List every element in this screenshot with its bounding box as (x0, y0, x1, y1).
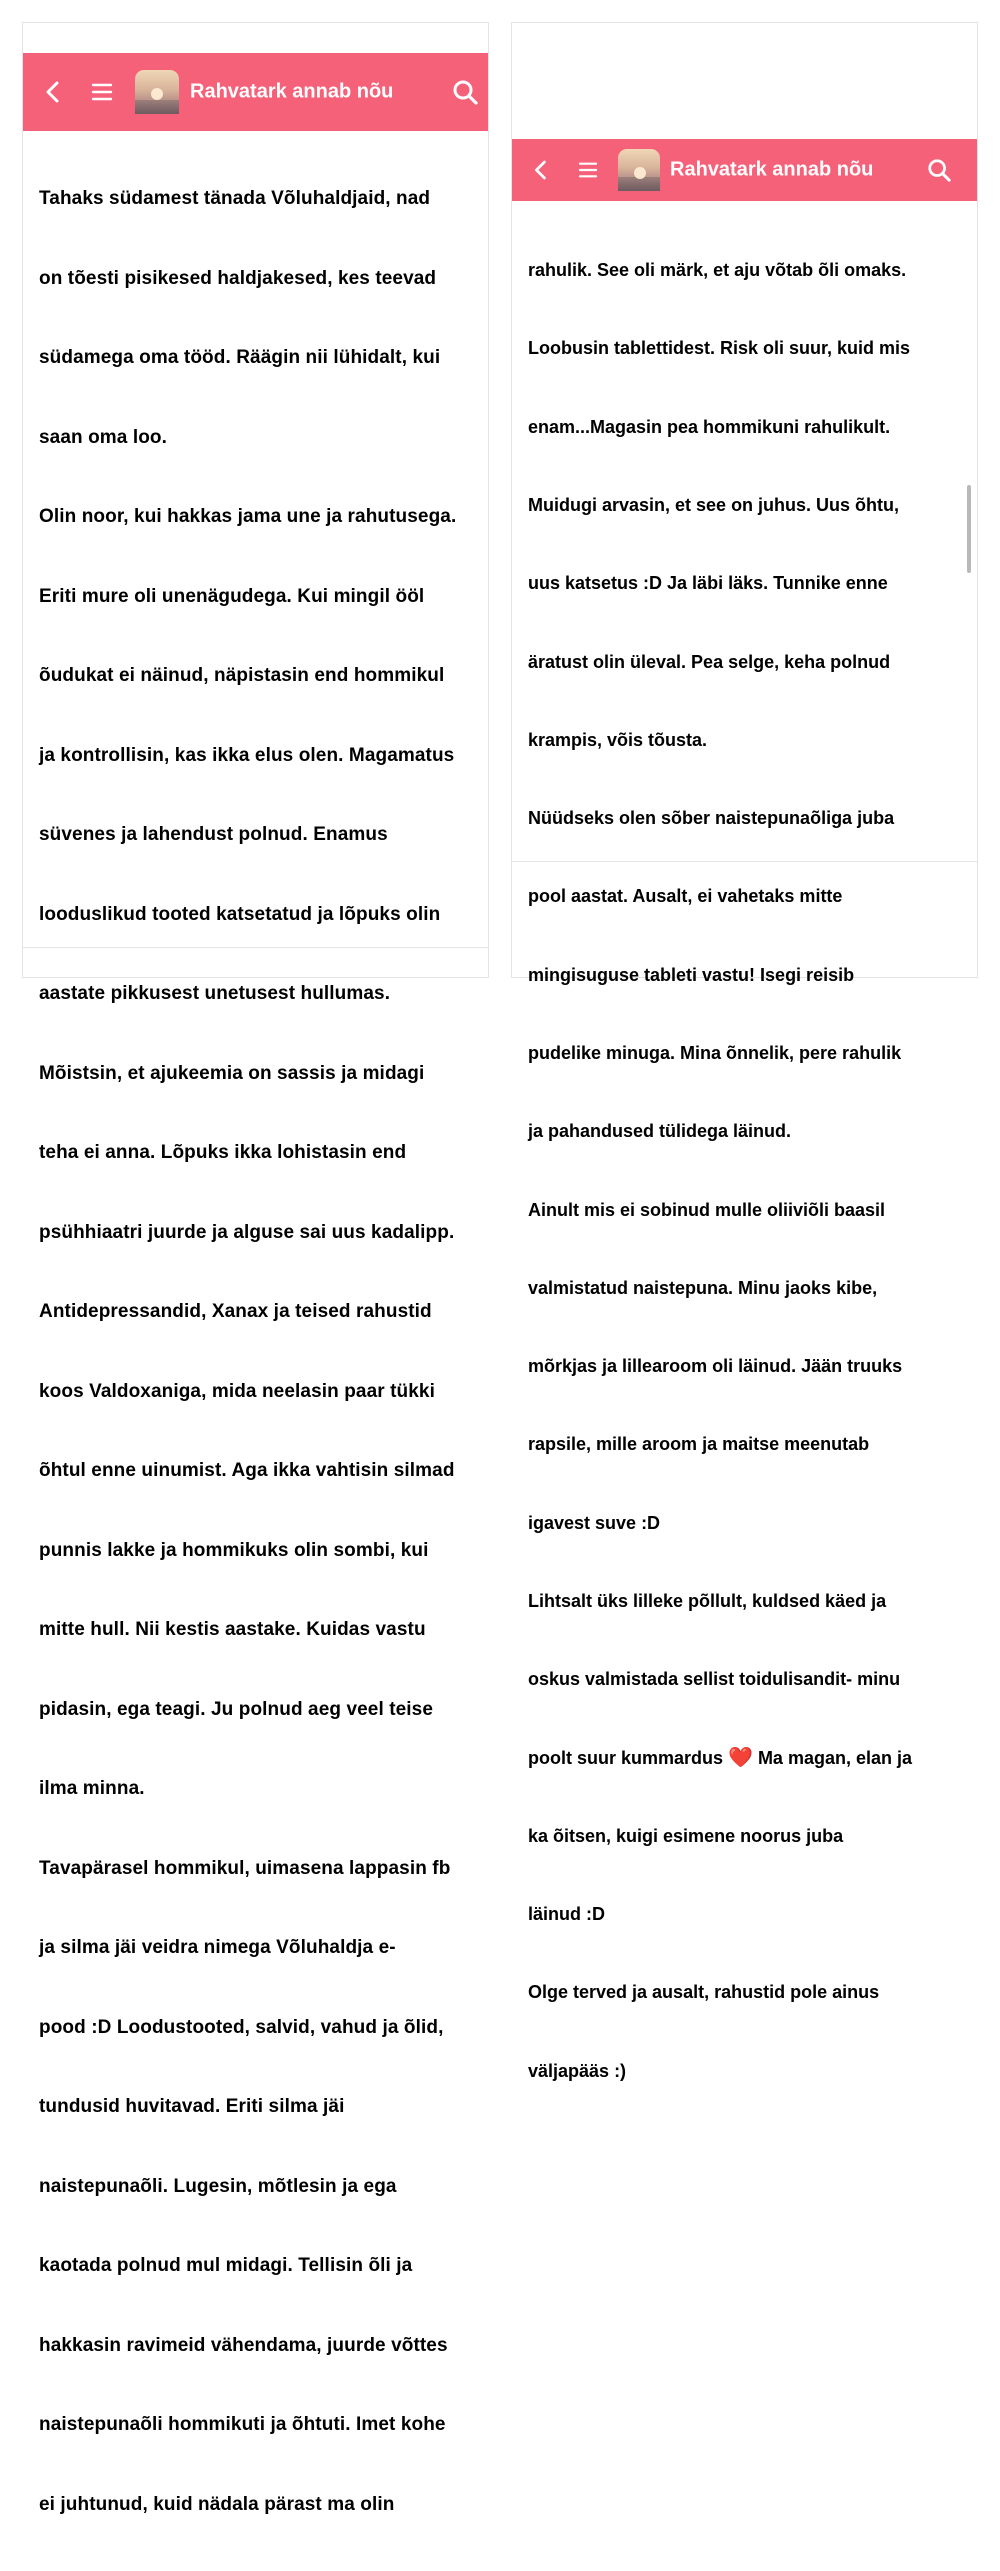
text-line: on tõesti pisikesed haldjakesed, kes teevad (39, 267, 437, 289)
text-line: süvenes ja lahendust polnud. Enamus (39, 824, 388, 845)
app-header (512, 139, 977, 201)
post-text (528, 205, 977, 2136)
text-line: väljapääs :) (528, 2060, 627, 2081)
text-line: Tavapärasel hommikul, uimasena lappasin fb (39, 1857, 451, 1879)
text-fragment: Ma magan, elan ja (752, 1747, 912, 1768)
search-icon[interactable] (452, 79, 478, 105)
text-line: ka õitsen, kuigi esimene noorus juba (528, 1825, 844, 1846)
hamburger-menu-icon[interactable] (91, 82, 113, 102)
text-line: Mõistsin, et ajukeemia on sassis ja midagi (39, 1062, 425, 1084)
text-line: Loobusin tablettidest. Risk oli suur, kuid mis (528, 338, 911, 359)
text-line: ilma minna. (39, 1778, 145, 1799)
scrollbar-thumb[interactable] (967, 485, 971, 573)
group-avatar[interactable] (618, 149, 660, 191)
text-line: äratust olin üleval. Pea selge, keha polnud (528, 651, 891, 672)
text-line: psühhiaatri juurde ja alguse sai uus kadalipp. (39, 1221, 455, 1243)
text-line: mitte hull. Nii kestis aastake. Kuidas vastu (39, 1619, 426, 1640)
back-chevron-icon[interactable] (43, 80, 61, 104)
group-title[interactable]: Rahvatark annab nõu (190, 80, 394, 103)
text-line (528, 1745, 977, 1771)
text-line: punnis lakke ja hommikuks olin sombi, kui (39, 1539, 429, 1561)
text-line: Nüüdseks olen sõber naistepunaõliga juba (528, 808, 895, 829)
text-line: pudelike minuga. Mina õnnelik, pere rahulik (528, 1043, 902, 1063)
search-icon[interactable] (927, 158, 951, 182)
group-avatar[interactable] (135, 70, 179, 114)
text-line: ja silma jäi veidra nimega Võluhaldja e- (39, 1937, 396, 1958)
text-line: looduslikud tooted katsetatud ja lõpuks olin (39, 903, 441, 925)
heart-emoji-icon: ❤️ (728, 1746, 753, 1769)
text-line: Ainult mis ei sobinud mulle oliiviõli baasil (528, 1199, 886, 1220)
text-line: mõrkjas ja lillearoom oli läinud. Jään truuks (528, 1356, 903, 1377)
text-line: krampis, võis tõusta. (528, 729, 708, 750)
text-line: ja kontrollisin, kas ikka elus olen. Magamatus (39, 744, 455, 766)
post-text (39, 133, 488, 2571)
text-line: ja pahandused tülidega läinud. (528, 1121, 792, 1142)
text-line: saan oma loo. (39, 426, 168, 448)
text-line: Lihtsalt üks lilleke põllult, kuldsed käed ja (528, 1590, 887, 1611)
text-line: aastate pikkusest unetusest hullumas. (39, 983, 391, 1004)
text-line: pood :D Loodustooted, salvid, vahud ja õlid, (39, 2016, 444, 2038)
text-line: teha ei anna. Lõpuks ikka lohistasin end (39, 1142, 407, 1163)
text-line: koos Valdoxaniga, mida neelasin paar tükki (39, 1380, 435, 1402)
text-line: Olge terved ja ausalt, rahustid pole ainus (528, 1982, 880, 2003)
back-chevron-icon[interactable] (532, 159, 548, 181)
text-line: õhtul enne uinumist. Aga ikka vahtisin silmad (39, 1460, 455, 1481)
text-line: tundusid huvitavad. Eriti silma jäi (39, 2096, 345, 2117)
screenshot-panel-left (22, 22, 489, 2515)
text-line: hakkasin ravimeid vähendama, juurde võttes (39, 2334, 448, 2356)
text-line: kaotada polnud mul midagi. Tellisin õli ja (39, 2255, 413, 2276)
text-line: Olin noor, kui hakkas jama une ja rahutusega. (39, 506, 457, 527)
text-line: enam...Magasin pea hommikuni rahulikult. (528, 416, 891, 437)
text-line: oskus valmistada sellist toidulisandit- minu (528, 1669, 901, 1690)
text-line: pidasin, ega teagi. Ju polnud aeg veel teise (39, 1698, 434, 1720)
text-line: õudukat ei näinud, näpistasin end hommikul (39, 665, 445, 686)
hamburger-menu-icon[interactable] (578, 161, 598, 179)
screenshot-panel-right (511, 22, 978, 2081)
text-line: mingisuguse tableti vastu! Isegi reisib (528, 964, 855, 985)
text-line: rapsile, mille aroom ja maitse meenutab (528, 1434, 870, 1455)
divider (512, 861, 977, 862)
app-header (23, 53, 488, 131)
text-line: Eriti mure oli unenägudega. Kui mingil ööl (39, 585, 425, 607)
text-line: Tahaks südamest tänada Võluhaldjaid, nad (39, 188, 431, 209)
text-line: igavest suve :D (528, 1512, 661, 1533)
text-line: uus katsetus :D Ja läbi läks. Tunnike enne (528, 573, 888, 594)
text-line: naistepunaõli hommikuti ja õhtuti. Imet kohe (39, 2414, 446, 2435)
group-title[interactable]: Rahvatark annab nõu (670, 158, 874, 181)
text-line: valmistatud naistepuna. Minu jaoks kibe, (528, 1277, 878, 1298)
text-line: ei juhtunud, kuid nädala pärast ma olin (39, 2493, 395, 2515)
text-fragment: poolt suur kummardus (528, 1747, 729, 1768)
text-line: südamega oma tööd. Räägin nii lühidalt, kui (39, 347, 441, 368)
text-line: Antidepressandid, Xanax ja teised rahustid (39, 1301, 432, 1322)
text-line: rahulik. See oli märk, et aju võtab õli omaks. (528, 260, 907, 281)
text-line: läinud :D (528, 1904, 605, 1925)
divider (23, 947, 488, 948)
text-line: pool aastat. Ausalt, ei vahetaks mitte (528, 886, 843, 907)
text-line: naistepunaõli. Lugesin, mõtlesin ja ega (39, 2175, 397, 2197)
text-line: Muidugi arvasin, et see on juhus. Uus õhtu, (528, 495, 900, 516)
